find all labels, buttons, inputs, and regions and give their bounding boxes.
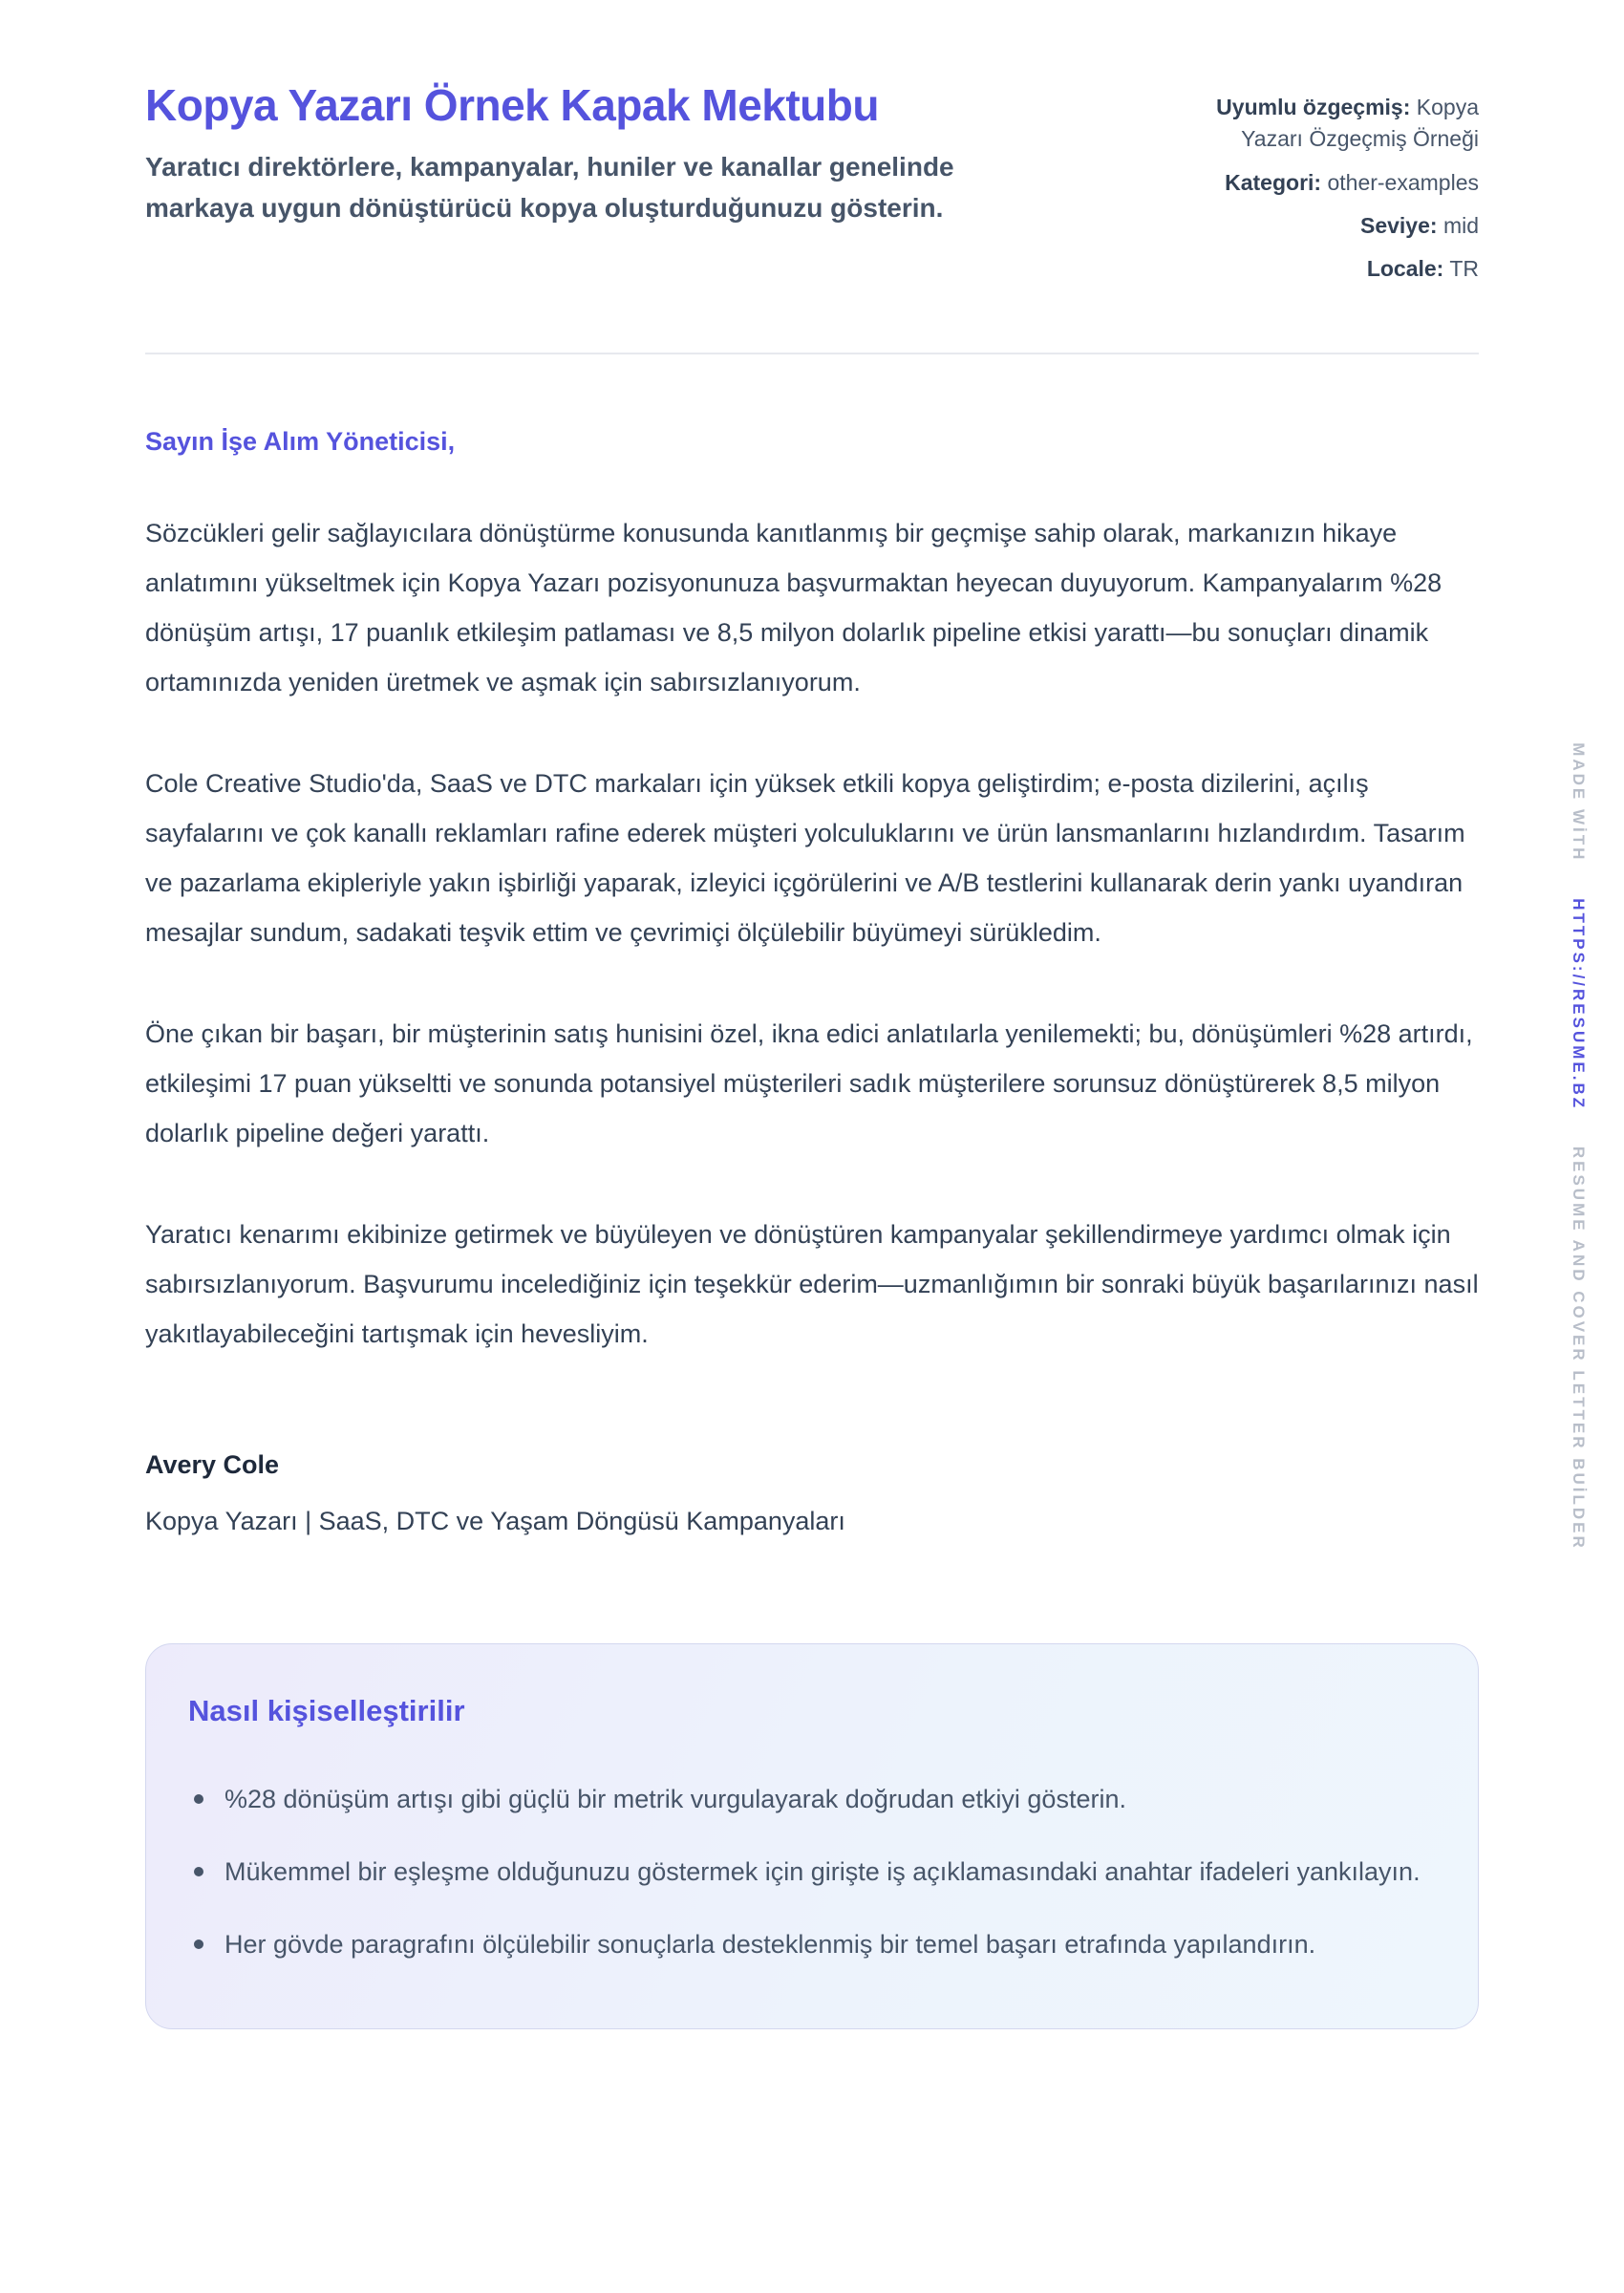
- meta-label: Seviye:: [1359, 213, 1438, 239]
- watermark-ribbon: [1569, 742, 1588, 1551]
- meta-value: other-examples: [1327, 169, 1479, 195]
- meta-value: Kopya Yazarı Özgeçmiş Örneği: [1241, 95, 1479, 152]
- meta-row: [1192, 210, 1479, 242]
- letter-paragraph: Öne çıkan bir başarı, bir müşterinin satış hunisini özel, ikna edici anlatılarla yenilemekti; bu, dönüşümleri %28 artırdı, etkileşimi 17 puan yükseltti ve sonunda potansiyel müşterileri sadık müşterilere sorunsuz dönüştürerek 8,5 milyon dolarlık pipeline değeri yarattı.: [145, 1018, 1473, 1147]
- page-header: [145, 0, 1479, 297]
- page-subtitle: Yaratıcı direktörlere, kampanyalar, huniler ve kanallar genelinde markaya uygun dönüştürücü kopya oluşturduğunuzu gösterin.: [145, 151, 954, 224]
- meta-label: Locale:: [1366, 256, 1444, 282]
- meta-label: Kategori:: [1225, 169, 1322, 195]
- tips-heading: Nasıl kişiselleştirilir: [188, 1693, 465, 1727]
- meta-row: [1192, 167, 1479, 199]
- header-divider: [145, 353, 1479, 354]
- tips-item: %28 dönüşüm artışı gibi güçlü bir metrik vurgulayarak doğrudan etkiyi gösterin.: [188, 1774, 1432, 1824]
- meta-row: [1192, 92, 1479, 156]
- ribbon-made-with-label: MADE WİTH: [1570, 742, 1588, 863]
- letter-paragraph: Cole Creative Studio'da, SaaS ve DTC markaları için yüksek etkili kopya geliştirdim; e-posta dizilerini, açılış sayfalarını ve çok kanallı reklamları rafine ederek müşteri yolculuklarını ve ürün lansmanlarını hızlandırdım. Tasarım ve pazarlama ekipleriyle yakın işbirliği yaparak, izleyici içgörülerini ve A/B testlerini kullanarak derin yankı uyandıran mesajlar sundum, sadakati teşvik ettim ve çevrimiçi ölçülebilir büyümeyi sürükledim.: [145, 768, 1465, 947]
- letter-greeting: Sayın İşe Alım Yöneticisi,: [145, 426, 456, 456]
- header-title-block: [145, 80, 976, 229]
- ribbon-resume-bz-link[interactable]: HTTPS://RESUME.BZ: [1570, 898, 1588, 1111]
- meta-value: mid: [1442, 213, 1479, 239]
- letter-paragraph: Yaratıcı kenarımı ekibinize getirmek ve büyüleyen ve dönüştüren kampanyalar şekillendirmeye yardımcı olmak için sabırsızlanıyorum. Başvurumu incelediğiniz için teşekkür ederim—uzmanlığımın bir sonraki büyük başarılarınızı nasıl yakıtlayabileceğini tartışmak için hevesliyim.: [145, 1219, 1479, 1348]
- letter-body: [145, 427, 1479, 1536]
- tips-item: Mükemmel bir eşleşme olduğunuzu göstermek için girişte iş açıklamasındaki anahtar ifadeleri yankılayın.: [188, 1847, 1432, 1897]
- header-meta-block: [1192, 80, 1479, 297]
- ribbon-builder-label: RESUME AND COVER LETTER BUİLDER: [1570, 1146, 1588, 1551]
- signature-name: Avery Cole: [145, 1449, 280, 1479]
- tips-item: Her gövde paragrafını ölçülebilir sonuçlarla desteklenmiş bir temel başarı etrafında yapılandırın.: [188, 1919, 1432, 1969]
- meta-row: [1192, 253, 1479, 285]
- page-title: Kopya Yazarı Örnek Kapak Mektubu: [145, 80, 879, 130]
- tips-card: [145, 1643, 1479, 2029]
- letter-paragraph: Sözcükleri gelir sağlayıcılara dönüştürme konusunda kanıtlanmış bir geçmişe sahip olarak, markanızın hikaye anlatımını yükseltmek için Kopya Yazarı pozisyonunuza başvurmaktan heyecan duyuyorum. Kampanyalarım %28 dönüşüm artışı, 17 puanlık etkileşim patlaması ve 8,5 milyon dolarlık pipeline etkisi yarattı—bu sonuçları dinamik ortamınızda yeniden üretmek ve aşmak için sabırsızlanıyorum.: [145, 518, 1442, 696]
- signature-role: Kopya Yazarı | SaaS, DTC ve Yaşam Döngüsü Kampanyaları: [145, 1506, 845, 1535]
- meta-label: Uyumlu özgeçmiş:: [1216, 95, 1411, 119]
- tips-list: [188, 1774, 1432, 1969]
- meta-value: TR: [1449, 256, 1479, 282]
